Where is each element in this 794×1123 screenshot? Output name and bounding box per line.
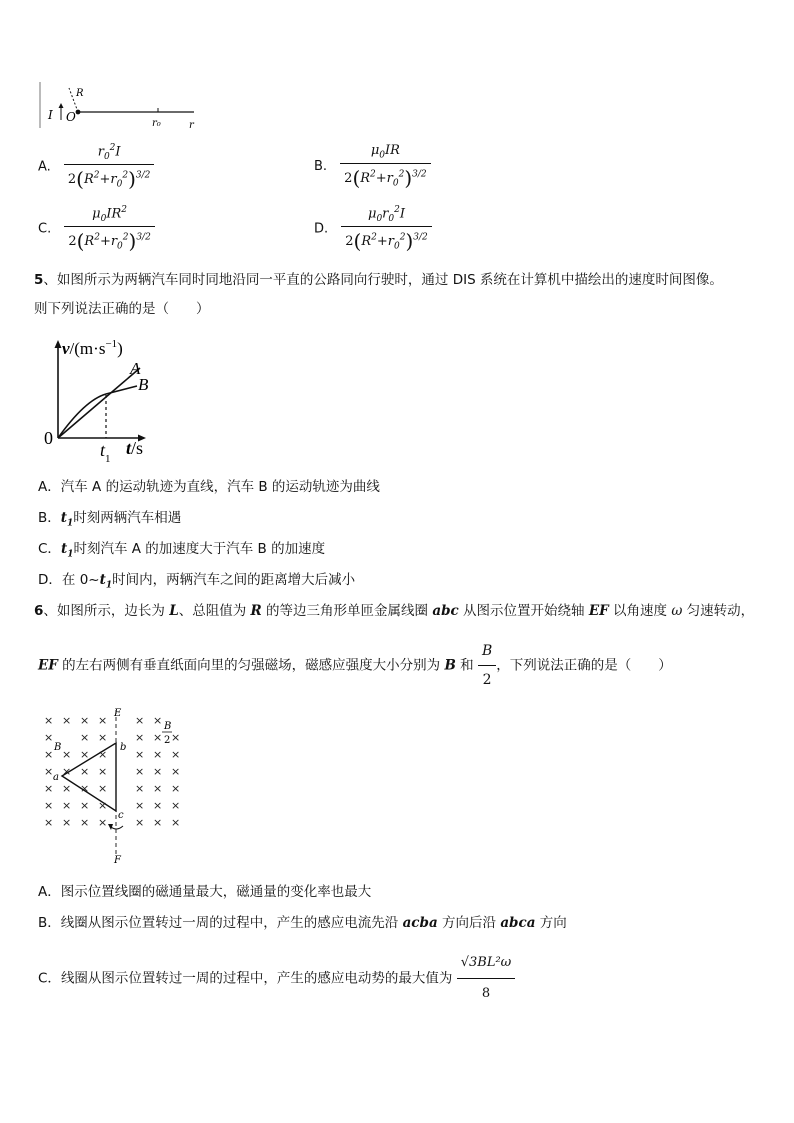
option-letter: C． (38, 970, 61, 987)
option-direction-1: acba (402, 915, 438, 931)
field-cross: × (135, 816, 145, 829)
q6-var-EF: EF (38, 657, 58, 674)
field-cross: × (44, 782, 54, 795)
option-letter: A. (38, 159, 51, 175)
field-cross: × (80, 731, 90, 744)
option-letter: B． (38, 915, 61, 931)
option-text: 图示位置线圈的磁通量最大，磁通量的变化率也最大 (60, 884, 372, 900)
field-cross: × (44, 816, 54, 829)
q6-text: 以角速度 (608, 603, 672, 619)
option-var-sub: 1 (67, 518, 74, 529)
q6-text: 、如图所示，边长为 (43, 603, 170, 619)
label-origin: O (66, 110, 76, 124)
v-axis-arrow (55, 340, 62, 348)
field-cross: × (171, 748, 181, 761)
fraction-denominator: 2 (482, 672, 492, 688)
field-cross: × (80, 799, 90, 812)
q6-stem-line2 (38, 639, 672, 692)
q5-stem-line1 (34, 271, 723, 289)
q6-var-R: R (250, 603, 262, 619)
label-B-left: B (54, 742, 62, 753)
formula-d-denominator: $2(R^2+r_0^2)^{3/2}$ (345, 228, 428, 253)
field-cross: × (44, 714, 54, 727)
field-cross: × (135, 765, 145, 778)
q6-var-L: L (169, 603, 179, 619)
field-cross: × (153, 748, 163, 761)
q6-magnetic-field-figure (34, 704, 194, 868)
current-arrow-head (59, 103, 64, 108)
label-B-half-num: B (164, 721, 172, 732)
label-c: c (118, 810, 124, 821)
q4-option-c[interactable] (38, 205, 155, 253)
label-a: a (53, 772, 59, 783)
field-cross: × (44, 799, 54, 812)
field-cross: × (98, 748, 108, 761)
curve-a-label: A (130, 359, 141, 378)
option-text: 时间内，两辆汽车之间的距离增大后减小 (112, 572, 356, 588)
field-cross: × (135, 731, 145, 744)
option-var-sub: 1 (67, 549, 74, 560)
option-var: t (99, 572, 106, 588)
field-cross: × (171, 731, 181, 744)
option-text: 时刻两辆汽车相遇 (73, 510, 182, 526)
option-var-sub: 1 (105, 580, 113, 591)
q6-option-b[interactable] (38, 914, 567, 932)
field-cross: × (98, 782, 108, 795)
t1-tick-label: $t_1$ (100, 440, 111, 465)
field-cross: × (98, 799, 108, 812)
t-axis-label: t/s (126, 438, 144, 458)
field-cross: × (62, 816, 72, 829)
field-cross: × (62, 782, 72, 795)
label-radius: R (76, 88, 84, 99)
field-cross: × (135, 799, 145, 812)
q6-stem-line1 (34, 602, 754, 620)
q5-option-d[interactable] (38, 571, 355, 595)
formula-b (340, 143, 431, 190)
label-E: E (114, 708, 122, 719)
option-pre: 在 0~ (61, 572, 100, 588)
v-axis-label: $v/(m\cdot s^{-1})$ (62, 338, 123, 358)
option-letter: B． (38, 510, 61, 526)
fraction-numerator: √3BL²ω (457, 950, 516, 979)
origin-label: 0 (44, 428, 53, 448)
q6-text: 从图示位置开始绕轴 (458, 603, 589, 619)
field-cross: × (44, 748, 54, 761)
q6-text: 、总阻值为 (178, 603, 251, 619)
q6-option-a[interactable] (38, 883, 371, 901)
option-letter: A． (38, 884, 61, 900)
q6-text: ，下列说法正确的是（ ） (496, 657, 672, 674)
q4-option-b[interactable] (314, 143, 431, 190)
field-cross: × (98, 765, 108, 778)
option-var: t (60, 510, 68, 526)
field-cross: × (98, 816, 108, 829)
option-text: 线圈从图示位置转过一周的过程中，产生的感应电流先沿 (60, 915, 403, 931)
field-cross: × (171, 782, 181, 795)
field-cross: × (135, 748, 145, 761)
field-cross: × (62, 765, 72, 778)
q6-half-B-fraction (478, 639, 496, 692)
formula-b-denominator: $2(R^2+r_0^2)^{3/2}$ (344, 165, 427, 190)
field-cross: × (62, 799, 72, 812)
field-cross: × (80, 748, 90, 761)
field-cross: × (153, 714, 163, 727)
emf-max-fraction (457, 950, 516, 1007)
formula-a-numerator: $r_0^2I$ (64, 143, 155, 165)
field-cross: × (171, 816, 181, 829)
formula-d (341, 205, 432, 253)
option-text: 方向后沿 (437, 915, 501, 931)
q6-text: 的等边三角形单匝金属线圈 (261, 603, 433, 619)
field-cross: × (135, 782, 145, 795)
field-cross: × (44, 731, 54, 744)
q6-text: 和 (455, 657, 478, 674)
q4-figure (36, 76, 206, 134)
field-cross: × (171, 799, 181, 812)
field-cross: × (153, 799, 163, 812)
formula-a-denominator: $2(R^2+r_0^2)^{3/2}$ (67, 166, 151, 191)
curve-a (58, 368, 140, 438)
q5-stem-text-1: 、如图所示为两辆汽车同时同地沿同一平直的公路同向行驶时，通过 DIS 系统在计算机中描绘出的速度时间图像。 (43, 272, 723, 288)
q6-text: 的左右两侧有垂直纸面向里的匀强磁场，磁感应强度大小分别为 (57, 657, 445, 674)
field-cross: × (98, 731, 108, 744)
option-letter: C． (38, 541, 61, 557)
formula-c (64, 205, 155, 253)
fraction-denominator: 8 (481, 986, 491, 1001)
label-F: F (114, 855, 121, 866)
field-cross: × (80, 714, 90, 727)
formula-d-numerator: $\mu_0r_0^2I$ (341, 205, 432, 227)
label-current: I (48, 108, 53, 122)
formula-a (64, 143, 155, 191)
q6-text: 匀速转动， (682, 603, 755, 619)
option-text: 时刻汽车 A 的加速度大于汽车 B 的加速度 (73, 541, 326, 557)
formula-c-denominator: $2(R^2+r_0^2)^{3/2}$ (68, 228, 151, 253)
option-letter: B. (314, 158, 328, 174)
q6-number: 6 (34, 603, 44, 619)
fraction-numerator: B (478, 639, 496, 666)
q6-var-omega: ω (671, 603, 683, 619)
q4-option-a[interactable] (38, 143, 154, 191)
q4-option-d[interactable] (314, 205, 432, 253)
field-cross: × (135, 714, 145, 727)
field-cross: × (62, 714, 72, 727)
field-cross: × (80, 765, 90, 778)
field-cross: × (153, 782, 163, 795)
option-text: 汽车 A 的运动轨迹为直线，汽车 B 的运动轨迹为曲线 (60, 479, 380, 495)
q6-var-abc: abc (432, 603, 459, 619)
q5-option-a[interactable] (38, 478, 380, 496)
field-cross: × (62, 748, 72, 761)
q6-var-EF: EF (588, 603, 609, 619)
label-r0: r₀ (152, 118, 161, 129)
q5-vt-graph (40, 332, 175, 466)
label-B-half-den: 2 (164, 735, 171, 746)
rotation-arrow-head (108, 824, 113, 830)
field-cross: × (44, 765, 54, 778)
label-b: b (120, 742, 127, 753)
formula-c-numerator: $\mu_0IR^2$ (64, 205, 155, 227)
q6-var-B: B (444, 657, 456, 674)
field-crosses (44, 714, 180, 829)
option-var: t (60, 541, 68, 557)
option-direction-2: abca (500, 915, 536, 931)
option-letter: A． (38, 479, 61, 495)
q5-number: 5 (34, 272, 44, 288)
field-cross: × (80, 816, 90, 829)
field-cross: × (98, 714, 108, 727)
option-letter: D. (314, 221, 329, 237)
field-cross: × (153, 765, 163, 778)
q6-option-c[interactable] (38, 950, 515, 1007)
q5-stem-line2: 则下列说法正确的是（ ） (34, 301, 210, 317)
option-text: 线圈从图示位置转过一周的过程中，产生的感应电动势的最大值为 (60, 970, 457, 987)
q5-option-c[interactable] (38, 540, 325, 564)
field-cross: × (153, 816, 163, 829)
curve-b (58, 386, 137, 438)
option-letter: C. (38, 221, 52, 237)
option-text: 方向 (535, 915, 567, 931)
field-cross: × (171, 765, 181, 778)
curve-b-label: B (138, 375, 149, 394)
q5-option-b[interactable] (38, 509, 181, 533)
option-letter: D． (38, 572, 62, 588)
field-cross: × (80, 782, 90, 795)
label-r: r (189, 120, 194, 131)
field-cross: × (153, 731, 163, 744)
formula-b-numerator: $\mu_0IR$ (340, 143, 431, 164)
